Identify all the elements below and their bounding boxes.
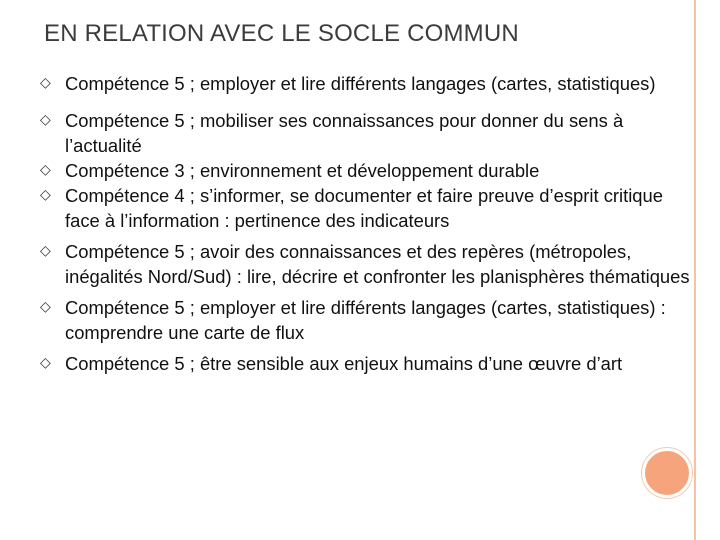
list-item <box>40 183 690 233</box>
hollow-diamond-icon: ◇ <box>40 243 51 259</box>
list-item <box>40 108 690 158</box>
list-item <box>40 239 690 289</box>
list-item-text: Compétence 5 ; mobiliser ses connaissances pour donner du sens à l’actualité <box>65 110 624 156</box>
competence-list <box>40 71 690 382</box>
hollow-diamond-icon: ◇ <box>40 299 51 315</box>
hollow-diamond-icon: ◇ <box>40 162 51 178</box>
hollow-diamond-icon: ◇ <box>40 355 51 371</box>
hollow-diamond-icon: ◇ <box>40 75 51 91</box>
list-item <box>40 158 690 183</box>
list-item-text: Compétence 5 ; employer et lire différents langages (cartes, statistiques) : comprendre une carte de flux <box>65 297 666 343</box>
list-item-text: Compétence 5 ; avoir des connaissances et des repères (métropoles, inégalités Nord/Sud) : lire, décrire et confronter les planisphères thématiques <box>65 241 690 287</box>
list-item-text: Compétence 3 ; environnement et développement durable <box>65 160 540 181</box>
decorative-vertical-rule <box>694 0 696 540</box>
list-item <box>40 71 690 96</box>
decorative-accent-circle <box>642 448 692 498</box>
list-item <box>40 351 690 376</box>
hollow-diamond-icon: ◇ <box>40 112 51 128</box>
list-item-text: Compétence 4 ; s’informer, se documenter et faire preuve d’esprit critique face à l’information : pertinence des indicateurs <box>65 185 663 231</box>
slide-title: EN RELATION AVEC LE SOCLE COMMUN <box>44 20 519 47</box>
list-item-text: Compétence 5 ; être sensible aux enjeux humains d’une œuvre d’art <box>65 353 623 374</box>
list-item <box>40 295 690 345</box>
list-item-text: Compétence 5 ; employer et lire différents langages (cartes, statistiques) <box>65 73 656 94</box>
hollow-diamond-icon: ◇ <box>40 187 51 203</box>
